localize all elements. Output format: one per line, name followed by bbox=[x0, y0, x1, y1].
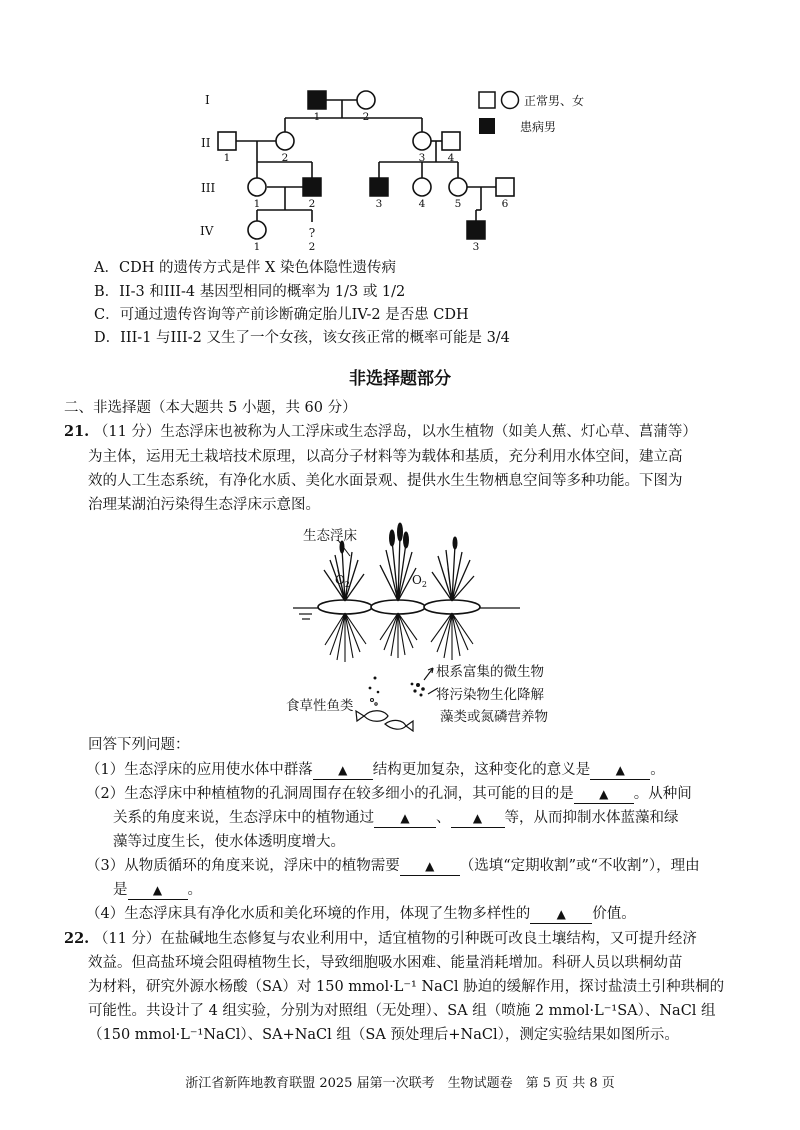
flower-heads bbox=[340, 523, 457, 553]
q21-sub-1-text: 。 bbox=[650, 762, 665, 778]
q21-sub-3-text: 是 bbox=[113, 882, 128, 898]
q22-line-2: 效益。但高盐环境会阻碍植物生长，导致细胞吸水困难、能量消耗增加。科研人员以珙桐幼苗 bbox=[88, 955, 683, 971]
answer-prompt: 回答下列问题： bbox=[88, 737, 190, 753]
individual-number: 1 bbox=[253, 241, 261, 253]
pedigree-I-1-affected-male bbox=[308, 91, 326, 109]
figure-label-fish: 食草性鱼类 bbox=[286, 698, 354, 714]
floating-platforms bbox=[318, 600, 480, 614]
individual-number: 3 bbox=[418, 152, 426, 164]
q21-sub-1-text: 结构更加复杂，这种变化的意义是 bbox=[372, 762, 591, 778]
individual-number: 3 bbox=[472, 241, 480, 253]
legend-affected-male-symbol bbox=[479, 118, 495, 134]
pedigree-I-2-normal-female bbox=[357, 91, 375, 109]
q21-sub-3-text: （选填“定期收割”或“不收割”），理由 bbox=[459, 858, 700, 874]
pedigree-III-2-affected-male bbox=[303, 178, 321, 196]
q21-sub-2-line-2 bbox=[113, 807, 679, 829]
q21-line-1 bbox=[64, 421, 697, 443]
answer-blank[interactable]: ▲ bbox=[128, 881, 188, 900]
q21-line-4: 治理某湖泊污染得生态浮床示意图。 bbox=[88, 497, 320, 513]
answer-blank[interactable]: ▲ bbox=[313, 761, 373, 780]
pedigree-IV-3-affected-male bbox=[467, 221, 485, 239]
q21-score: （11 分） bbox=[93, 424, 161, 440]
generation-label: II bbox=[201, 136, 211, 150]
answer-blank[interactable]: ▲ bbox=[530, 905, 592, 924]
legend-normal-male-symbol bbox=[479, 92, 495, 108]
pedigree-II-3-normal-female bbox=[413, 132, 431, 150]
individual-number: 5 bbox=[454, 198, 462, 210]
legend-normal-female-symbol bbox=[502, 92, 519, 109]
q21-number: 21. bbox=[64, 423, 90, 440]
plant-roots bbox=[325, 613, 473, 662]
pedigree-III-4-normal-female bbox=[413, 178, 431, 196]
q21-line-3: 效的人工生态系统，有净化水质、美化水面景观、提供水生生物栖息空间等多种功能。下图为 bbox=[88, 473, 683, 489]
q21-sub-4-text: （4）生态浮床具有净化水质和美化环境的作用，体现了生物多样性的 bbox=[86, 906, 531, 922]
figure-label-microbe-line-2: 将污染物生化降解 bbox=[436, 687, 544, 703]
answer-blank[interactable]: ▲ bbox=[451, 809, 505, 828]
answer-blank[interactable]: ▲ bbox=[400, 857, 460, 876]
generation-label: I bbox=[205, 93, 210, 107]
herbivorous-fish bbox=[356, 711, 413, 731]
q21-sub-2-text: （2）生态浮床中种植植物的孔洞周围存在较多细小的孔洞，其可能的目的是 bbox=[86, 786, 574, 802]
q21-sub-2-text: 、 bbox=[436, 810, 451, 826]
individual-number: 2 bbox=[308, 241, 316, 253]
individual-number: 1 bbox=[223, 152, 231, 164]
individual-number: 2 bbox=[362, 111, 370, 123]
q20-option-b: B．II-3 和III-4 基因型相同的概率为 1/3 或 1/2 bbox=[94, 284, 406, 300]
q22-line-3: 为材料，研究外源水杨酸（SA）对 150 mmol·L⁻¹ NaCl 胁迫的缓解作用，探讨盐渍土引种珙桐的 bbox=[88, 979, 725, 995]
pedigree-III-1-normal-female bbox=[248, 178, 266, 196]
q21-sub-3-line-1 bbox=[86, 855, 700, 877]
q20-option-a: A．CDH 的遗传方式是伴 X 染色体隐性遗传病 bbox=[94, 260, 396, 276]
q22-line-1 bbox=[64, 928, 697, 950]
q21-sub-3-text: 。 bbox=[187, 882, 202, 898]
q22-number: 22. bbox=[64, 930, 90, 947]
generation-label: IV bbox=[200, 224, 214, 238]
individual-number: 6 bbox=[501, 198, 509, 210]
legend-affected-label: 患病男 bbox=[520, 120, 557, 134]
q22-text: 在盐碱地生态修复与农业利用中，适宜植物的引种既可改良土壤结构，又可提升经济 bbox=[160, 931, 697, 947]
pedigree-IV-1-normal-female bbox=[248, 221, 266, 239]
individual-number: 2 bbox=[281, 152, 289, 164]
q20-option-c: C．可通过遗传咨询等产前诊断确定胎儿IV-2 是否患 CDH bbox=[94, 307, 469, 323]
aquatic-plants bbox=[324, 535, 474, 601]
generation-label: III bbox=[201, 181, 216, 195]
q21-sub-2-text: 等，从而抑制水体蓝藻和绿 bbox=[504, 810, 679, 826]
algae-clusters bbox=[369, 677, 425, 697]
individual-number: 4 bbox=[418, 198, 426, 210]
unknown-marker: ? bbox=[308, 226, 316, 240]
answer-blank[interactable]: ▲ bbox=[574, 785, 634, 804]
pedigree-III-5-normal-female bbox=[449, 178, 467, 196]
figure-label-microbe-line-1: 根系富集的微生物 bbox=[436, 664, 544, 680]
q21-sub-3-line-2 bbox=[113, 879, 202, 901]
answer-blank[interactable]: ▲ bbox=[590, 761, 650, 780]
q21-line-2: 为主体，运用无土栽培技术原理，以高分子材料等为载体和基质，充分利用水体空间，建立高 bbox=[88, 449, 683, 465]
individual-number: 2 bbox=[308, 198, 316, 210]
pedigree-III-6-normal-male bbox=[496, 178, 514, 196]
q21-sub-3-text: （3）从物质循环的角度来说，浮床中的植物需要 bbox=[86, 858, 400, 874]
q22-score: （11 分） bbox=[93, 931, 161, 947]
q21-sub-2-text: 。从种间 bbox=[633, 786, 692, 802]
q21-sub-2-text: 关系的角度来说，生态浮床中的植物通过 bbox=[113, 810, 374, 826]
section-title: 非选择题部分 bbox=[349, 369, 451, 389]
q21-text: 生态浮床也被称为人工浮床或生态浮岛，以水生植物（如美人蕉、灯心草、菖蒲等） bbox=[160, 424, 697, 440]
figure-label-floating-bed: 生态浮床 bbox=[303, 528, 357, 544]
q22-line-5: （150 mmol·L⁻¹NaCl）、SA+NaCl 组（SA 预处理后+NaCl），测定实验结果如图所示。 bbox=[88, 1027, 679, 1043]
pedigree-II-4-normal-male bbox=[442, 132, 460, 150]
pedigree-III-3-affected-male bbox=[370, 178, 388, 196]
page-footer: 浙江省新阵地教育联盟 2025 届第一次联考 生物试题卷 第 5 页 共 8 页 bbox=[185, 1076, 615, 1091]
q21-sub-1 bbox=[86, 759, 665, 781]
pedigree-II-2-normal-female bbox=[276, 132, 294, 150]
q21-sub-2-line-3: 藻等过度生长，使水体透明度增大。 bbox=[113, 834, 345, 850]
q21-sub-4-text: 价值。 bbox=[592, 906, 636, 922]
answer-blank[interactable]: ▲ bbox=[374, 809, 436, 828]
o2-label: $O_2$ bbox=[412, 573, 427, 589]
legend-normal-label: 正常男、女 bbox=[524, 94, 585, 108]
section-header: 二、非选择题（本大题共 5 小题，共 60 分） bbox=[64, 400, 357, 416]
individual-number: 1 bbox=[313, 111, 321, 123]
q21-sub-4 bbox=[86, 903, 636, 925]
individual-number: 4 bbox=[447, 152, 455, 164]
figure-label-algae: 藻类或氮磷营养物 bbox=[440, 709, 548, 725]
q21-sub-2-line-1 bbox=[86, 783, 692, 805]
individual-number: 1 bbox=[253, 198, 261, 210]
pedigree-II-1-normal-male bbox=[218, 132, 236, 150]
q20-option-d: D．III-1 与III-2 又生了一个女孩，该女孩正常的概率可能是 3/4 bbox=[94, 330, 510, 346]
q21-sub-1-text: （1）生态浮床的应用使水体中群落 bbox=[86, 762, 313, 778]
individual-number: 3 bbox=[375, 198, 383, 210]
o2-label: $O_2$ bbox=[335, 573, 350, 589]
pedigree-chart bbox=[190, 78, 610, 258]
q22-line-4: 可能性。共设计了 4 组实验，分别为对照组（无处理）、SA 组（喷施 2 mmol·L⁻¹SA）、NaCl 组 bbox=[88, 1003, 716, 1019]
